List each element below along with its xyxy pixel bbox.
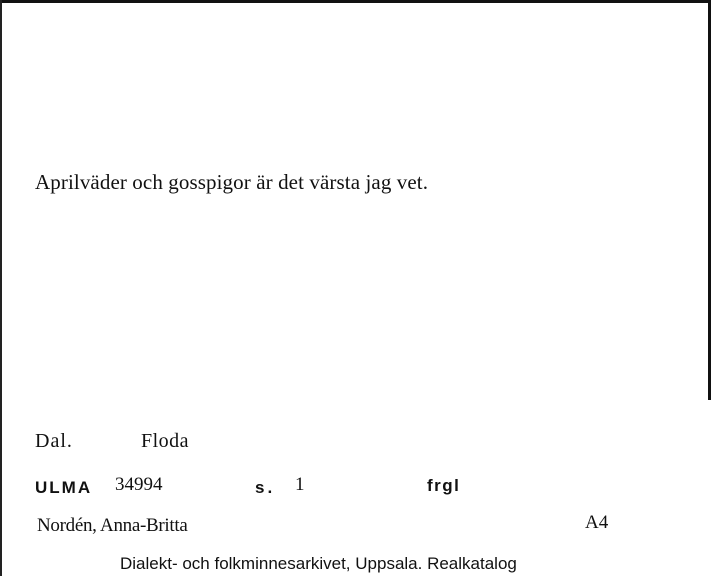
card-left-border — [0, 0, 2, 576]
proverb-text: Aprilväder och gosspigor är det värsta jag vet. — [35, 170, 429, 194]
archive-code: ULMA — [35, 478, 93, 497]
card-top-border — [0, 0, 708, 3]
card-right-border — [708, 0, 711, 400]
page-label: s. — [255, 478, 276, 497]
archive-footer: Dialekt- och folkminnesarkivet, Uppsala. Realkatalog — [120, 554, 517, 573]
page-number: 1 — [295, 474, 305, 495]
paper-size: A4 — [585, 512, 609, 533]
archive-number: 34994 — [115, 474, 163, 495]
region-label: Dal. — [35, 430, 73, 452]
collector-name: Nordén, Anna-Britta — [37, 515, 188, 536]
parish-label: Floda — [141, 430, 190, 452]
category-code: frgl — [427, 476, 461, 495]
